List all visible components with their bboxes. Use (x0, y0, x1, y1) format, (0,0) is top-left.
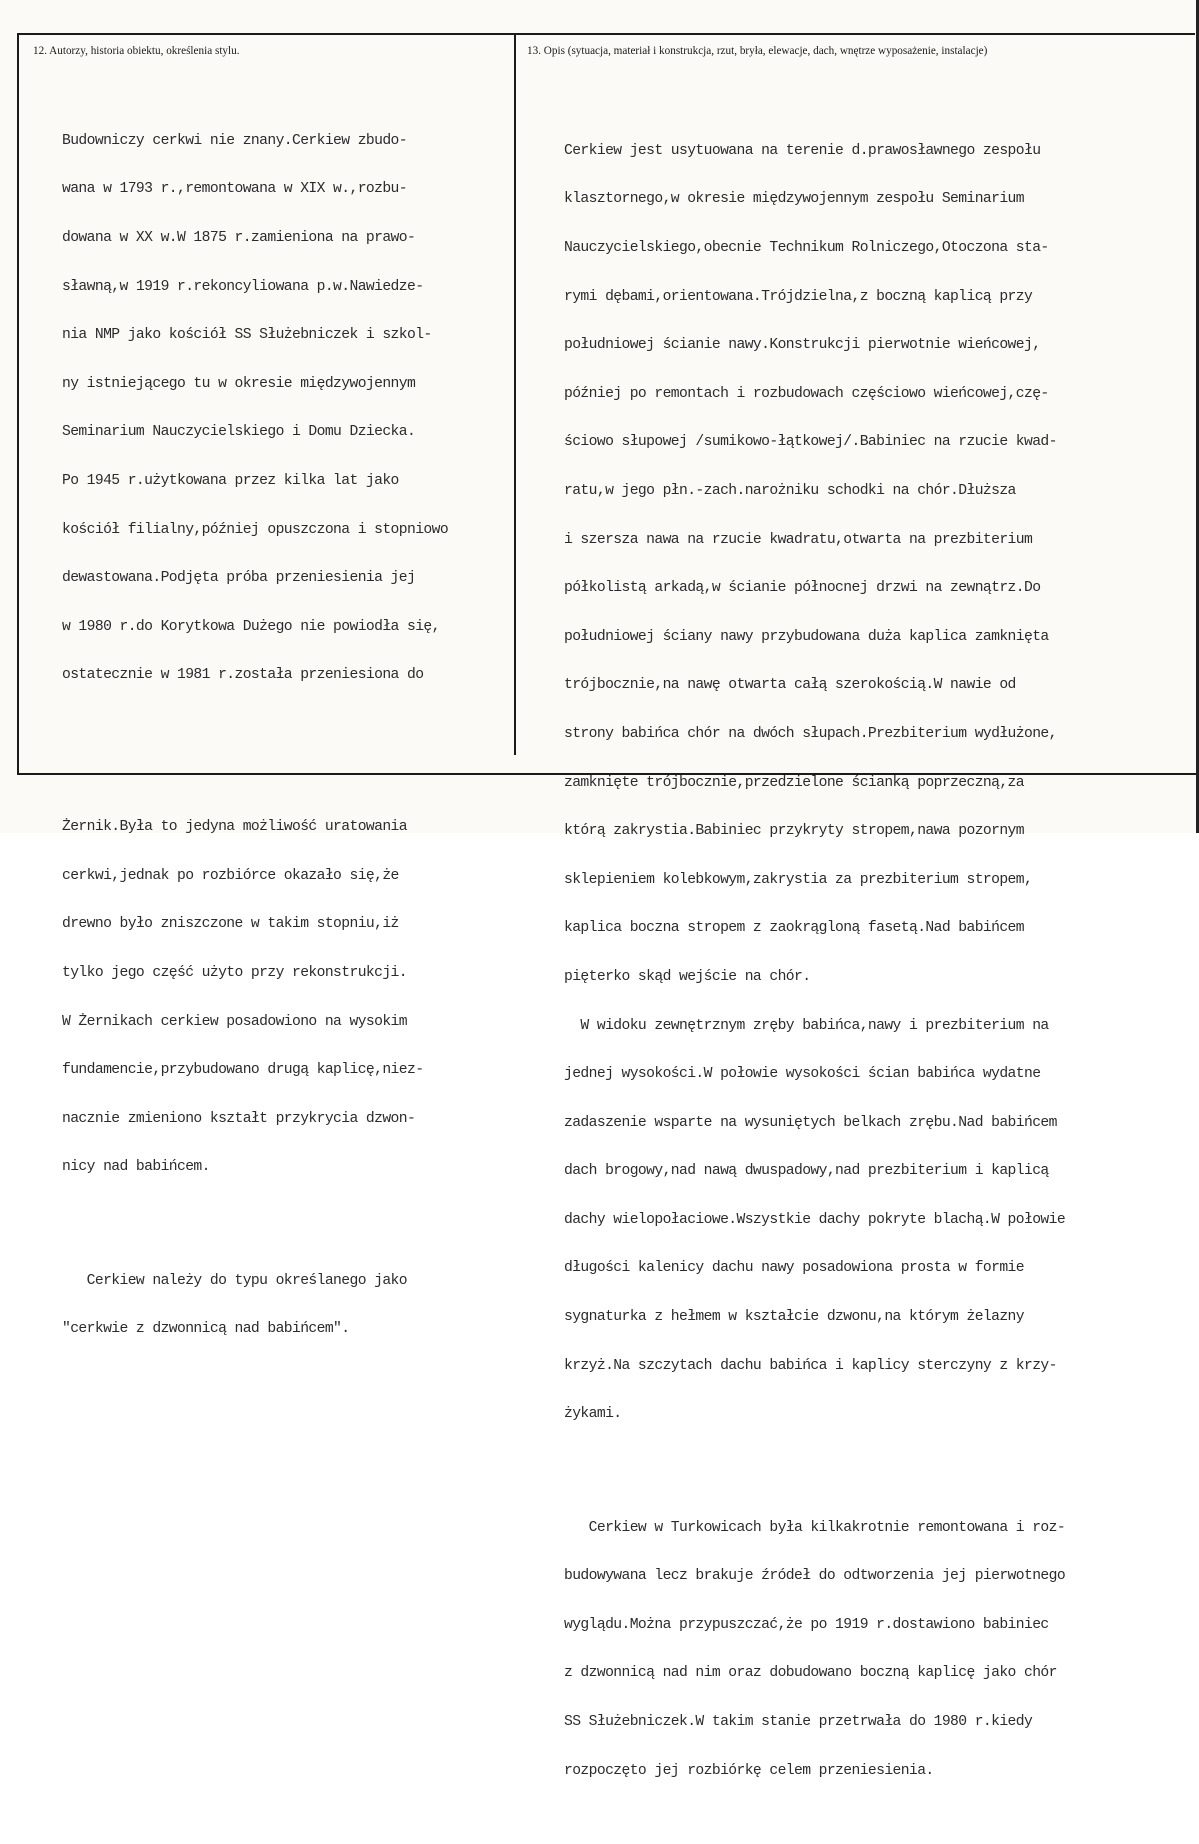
description-paragraph-1 (564, 110, 1065, 1454)
text-line: nia NMP jako kościół SS Służebniczek i szkol- (62, 327, 432, 344)
text-line: ostatecznie w 1981 r.została przeniesiona do (62, 667, 424, 684)
text-line: ny istniejącego tu w okresie międzywojennym (62, 375, 416, 392)
text-line: W widoku zewnętrznym zręby babińca,nawy i prezbiterium na (564, 1017, 1049, 1034)
text-line: jednej wysokości.W połowie wysokości ścian babińca wydatne (564, 1066, 1041, 1083)
text-line: sygnaturka z hełmem w kształcie dzwonu,na którym żelazny (564, 1309, 1024, 1326)
text-line: w 1980 r.do Korytkowa Dużego nie powiodła się, (62, 618, 440, 635)
history-paragraph-3 (62, 1240, 448, 1370)
text-line: trójbocznie,na nawę otwarta całą szerokością.W nawie od (564, 677, 1016, 694)
text-line: krzyż.Na szczytach dachu babińca i kaplicy sterczyny z krzy- (564, 1357, 1057, 1374)
text-line: Cerkiew należy do typu określanego jako (62, 1272, 407, 1289)
text-line: Żernik.Była to jedyna możliwość uratowania (62, 819, 407, 836)
text-line: nacznie zmieniono kształt przykrycia dzwon- (62, 1110, 416, 1127)
text-line: i szersza nawa na rzucie kwadratu,otwarta na prezbiterium (564, 531, 1033, 548)
text-line: kaplica boczna stropem z zaokrągloną fasetą.Nad babińcem (564, 920, 1024, 937)
text-line: Seminarium Nauczycielskiego i Domu Dziecka. (62, 424, 416, 441)
text-line: później po remontach i rozbudowach częściowo wieńcowej,czę- (564, 385, 1049, 402)
text-line: drewno było zniszczone w takim stopniu,iż (62, 916, 399, 933)
text-line: Po 1945 r.użytkowana przez kilka lat jako (62, 472, 399, 489)
section-12-header: 12. Autorzy, historia obiektu, określenia stylu. (33, 45, 240, 57)
text-line: wana w 1793 r.,remontowana w XIX w.,rozbu- (62, 181, 407, 198)
history-paragraph-1 (62, 100, 448, 716)
text-line: dach brogowy,nad nawą dwuspadowy,nad prezbiterium i kaplicą (564, 1163, 1049, 1180)
text-line: nicy nad babińcem. (62, 1159, 210, 1176)
history-paragraph-2 (62, 787, 448, 1208)
form-top-border (17, 33, 1195, 35)
text-line: wyglądu.Można przypuszczać,że po 1919 r.dostawiono babiniec (564, 1616, 1049, 1633)
text-line: półkolistą arkadą,w ścianie północnej drzwi na zewnątrz.Do (564, 580, 1041, 597)
text-line: Budowniczy cerkwi nie znany.Cerkiew zbudo- (62, 132, 407, 149)
text-line: zadaszenie wsparte na wysuniętych belkach zrębu.Nad babińcem (564, 1114, 1057, 1131)
text-line: fundamencie,przybudowano drugą kaplicę,niez- (62, 1062, 424, 1079)
text-line: ratu,w jego płn.-zach.narożniku schodki na chór.Dłuższa (564, 482, 1016, 499)
text-line: Nauczycielskiego,obecnie Technikum Rolniczego,Otoczona sta- (564, 240, 1049, 256)
text-line: którą zakrystia.Babiniec przykryty stropem,nawa pozornym (564, 823, 1024, 840)
text-line: kościół filialny,później opuszczona i stopniowo (62, 521, 449, 538)
text-line: ściowo słupowej /sumikowo-łątkowej/.Babiniec na rzucie kwad- (564, 434, 1057, 451)
text-line: tylko jego część użyto przy rekonstrukcji. (62, 964, 407, 981)
text-line: południowej ściany nawy przybudowana duża kaplica zamknięta (564, 628, 1049, 645)
text-line: sklepieniem kolebkowym,zakrystia za prezbiterium stropem, (564, 871, 1033, 888)
text-line: klasztornego,w okresie międzywojennym zespołu Seminarium (564, 191, 1024, 208)
text-line: sławną,w 1919 r.rekoncyliowana p.w.Nawiedze- (62, 278, 424, 295)
history-text-column (62, 68, 448, 1402)
text-line: dewastowana.Podjęta próba przeniesienia jej (62, 570, 416, 587)
text-line: W Żernikach cerkiew posadowiono na wysokim (62, 1013, 407, 1030)
text-line: długości kalenicy dachu nawy posadowiona prosta w formie (564, 1260, 1024, 1277)
description-text-column (564, 78, 1065, 1844)
column-divider (514, 33, 516, 755)
text-line: rozpoczęto jej rozbiórkę celem przeniesienia. (564, 1762, 934, 1779)
form-left-border (17, 33, 19, 775)
text-line: zamknięte trójbocznie,przedzielone ścianką poprzeczną,za (564, 774, 1024, 791)
text-line: żykami. (564, 1406, 622, 1423)
text-line: rymi dębami,orientowana.Trójdzielna,z boczną kaplicą przy (564, 288, 1033, 305)
text-line: Cerkiew w Turkowicach była kilkakrotnie remontowana i roz- (564, 1519, 1066, 1536)
description-paragraph-2 (564, 1487, 1065, 1811)
text-line: budowywana lecz brakuje źródeł do odtworzenia jej pierwotnego (564, 1568, 1066, 1585)
text-line: południowej ścianie nawy.Konstrukcji pierwotnie wieńcowej, (564, 337, 1041, 354)
text-line: strony babińca chór na dwóch słupach.Prezbiterium wydłużone, (564, 725, 1057, 742)
text-line: pięterko skąd wejście na chór. (564, 968, 811, 985)
text-line: Cerkiew jest usytuowana na terenie d.prawosławnego zespołu (564, 142, 1041, 159)
text-line: dachy wielopołaciowe.Wszystkie dachy pokryte blachą.W połowie (564, 1211, 1066, 1228)
text-line: dowana w XX w.W 1875 r.zamieniona na prawo- (62, 230, 416, 246)
text-line: z dzwonnicą nad nim oraz dobudowano boczną kaplicę jako chór (564, 1665, 1057, 1682)
text-line: cerkwi,jednak po rozbiórce okazało się,że (62, 867, 399, 884)
section-13-header: 13. Opis (sytuacja, materiał i konstrukcja, rzut, bryła, elewacje, dach, wnętrze wyposażenie, instalacje) (527, 45, 988, 57)
text-line: SS Służebniczek.W takim stanie przetrwała do 1980 r.kiedy (564, 1714, 1033, 1731)
text-line: "cerkwie z dzwonnicą nad babińcem". (62, 1321, 350, 1338)
